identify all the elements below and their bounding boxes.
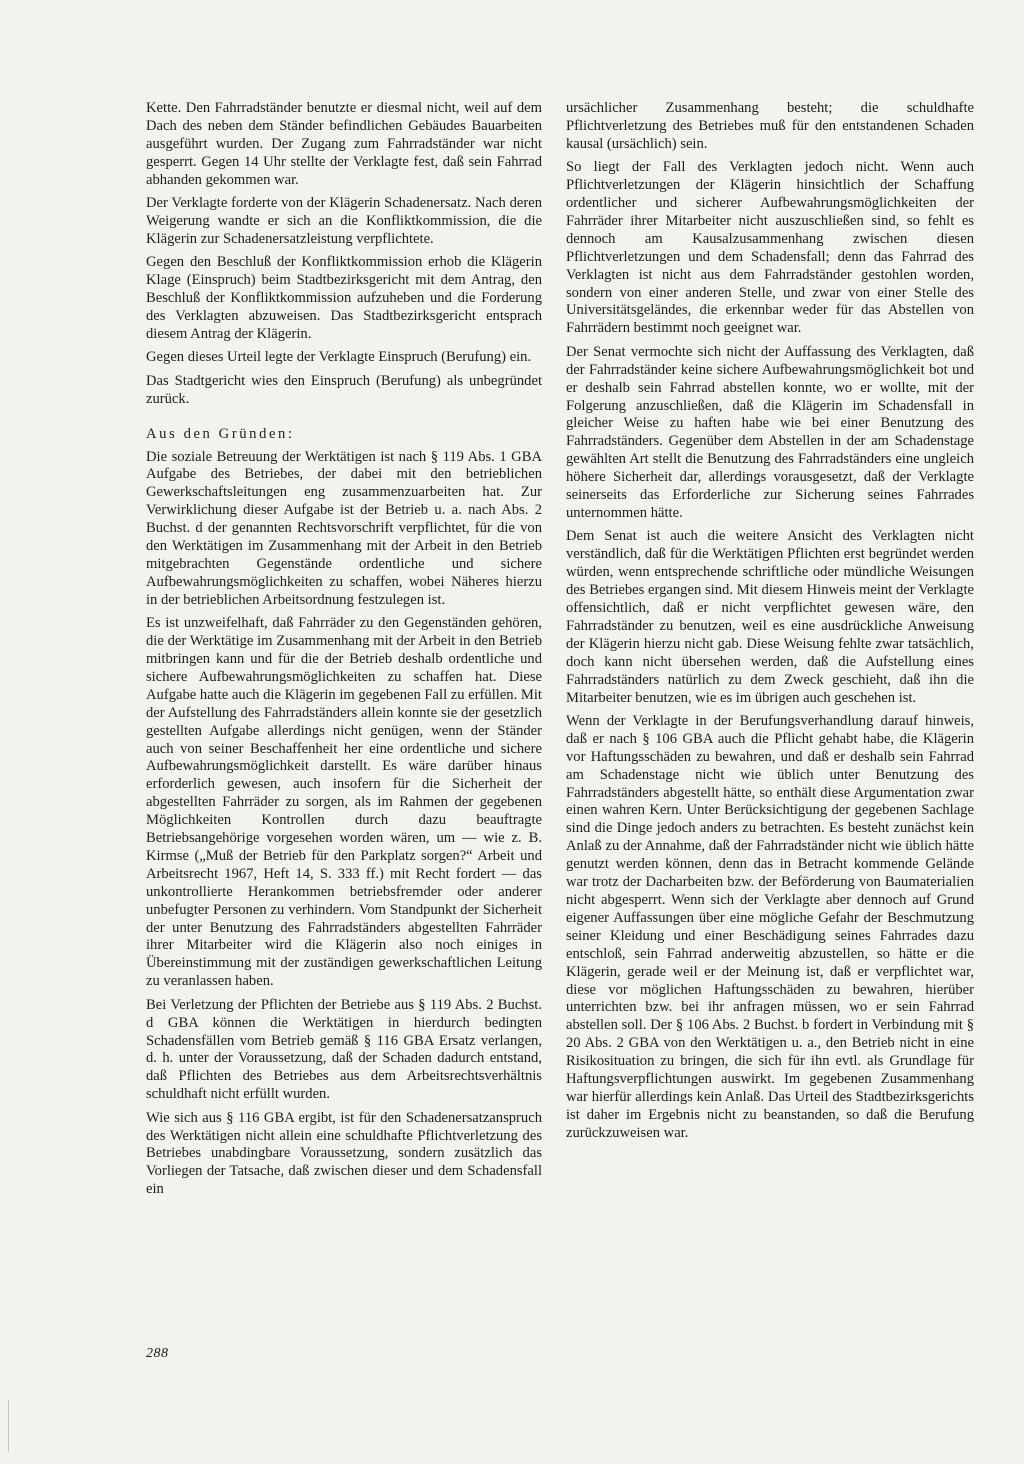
- left-column: [146, 100, 542, 1205]
- paragraph: Bei Verletzung der Pflichten der Betriebe aus § 119 Abs. 2 Buchst. d GBA können die Werktätigen in hierdurch bedingten Schadensfällen vom Betrieb gemäß § 116 GBA Ersatz verlangen, d. h. unter der Voraussetzung, daß der Schaden dadurch entstand, daß Pflichten des Betriebes aus dem Arbeitsrechtsverhältnis schuldhaft nicht erfüllt wurden.: [146, 996, 542, 1103]
- paragraph: Kette. Den Fahrradständer benutzte er diesmal nicht, weil auf dem Dach des neben dem Ständer befindlichen Gebäudes Bauarbeiten ausgeführt wurden. Der Zugang zum Fahrradständer war nicht gesperrt. Gegen 14 Uhr stellte der Verklagte fest, daß sein Fahrrad abhanden gekommen war.: [146, 100, 542, 188]
- paragraph: So liegt der Fall des Verklagten jedoch nicht. Wenn auch Pflichtverletzungen der Klägerin hinsichtlich der Schaffung ordentlicher und sicherer Aufbewahrungsmöglichkeiten der Fahrräder ihrer Mitarbeiter nicht auszuschließen sind, so fehlt es dennoch am Kausalzusammenhang zwischen diesen Pflichtverletzungen und dem Schadensfall; denn das Fahrrad des Verklagten ist nicht aus dem Fahrradständer gestohlen worden, sondern von einer anderen Stelle, und zwar von einer Stelle des Universitätsgeländes, die erkennbar weder für das Abstellen von Fahrrädern bestimmt noch geeignet war.: [566, 159, 974, 337]
- paragraph: Der Verklagte forderte von der Klägerin Schadenersatz. Nach deren Weigerung wandte er sich an die Konfliktkommission, die die Klägerin zur Schadenersatzleistung verpflichtete.: [146, 195, 542, 247]
- page-number: 288: [146, 1346, 169, 1361]
- paragraph: Es ist unzweifelhaft, daß Fahrräder zu den Gegenständen gehören, die der Werktätige im Zusammenhang mit der Arbeit in den Betrieb mitbringen kann und für die der Betrieb deshalb ordentliche und sichere Aufbewahrungsmöglichkeiten zu schaffen hat. Diese Aufgabe hatte auch die Klägerin im gegebenen Fall zu erfüllen. Mit der Aufstellung des Fahrradständers allein konnte sie der gesetzlich gestellten Aufgabe allerdings nicht genügen, wenn der Ständer auch von seiner Beschaffenheit her eine ordentliche und sichere Aufbewahrungsmöglichkeit darstellt. Es wäre darüber hinaus erforderlich gewesen, auch insofern für die Sicherheit der abgestellten Fahrräder zu sorgen, als im Rahmen der gegebenen Möglichkeiten Kontrollen durch dazu beauftragte Betriebsangehörige vorgesehen worden wären, um — wie z. B. Kirmse („Muß der Betrieb für den Parkplatz sorgen?“ Arbeit und Arbeitsrecht 1967, Heft 14, S. 333 ff.) mit Recht fordert — das unkontrollierte Herankommen betriebsfremder oder anderer unbefugter Personen zu verhindern. Vom Standpunkt der Sicherheit der unter Benutzung des Fahrradständers abgestellten Fahrräder ihrer Mitarbeiter wird die Klägerin also noch einiges in Übereinstimmung mit der zuständigen gewerkschaftlichen Leitung zu veranlassen haben.: [146, 615, 542, 990]
- paragraph: Wie sich aus § 116 GBA ergibt, ist für den Schadenersatzanspruch des Werktätigen nicht allein eine schuldhafte Pflichtverletzung des Betriebes unabdingbare Voraussetzung, sondern zusätzlich das Vorliegen der Tatsache, daß zwischen dieser und dem Schadensfall ein: [146, 1109, 542, 1198]
- paragraph: Das Stadtgericht wies den Einspruch (Berufung) als unbegründet zurück.: [146, 372, 542, 407]
- section-heading: Aus den Gründen:: [146, 425, 295, 442]
- paragraph: Der Senat vermochte sich nicht der Auffassung des Verklagten, daß der Fahrradständer keine sichere Aufbewahrungsmöglichkeit bot und er deshalb sein Fahrrad abstellen konnte, wo er wollte, mit der Folgerung anzuschließen, daß die Klägerin im Schadensfall in gleicher Weise zu haften habe wie bei einer Benutzung des Fahrradständers. Gegenüber dem Abstellen in der am Schadenstage gewählten Art stellt die Benutzung des Fahrradständers eine ungleich höhere Sicherheit dar, allerdings vorausgesetzt, daß der Verklagte seinerseits das Erforderliche zur Sicherung seines Fahrrades unternommen hätte.: [566, 343, 974, 521]
- paragraph: Dem Senat ist auch die weitere Ansicht des Verklagten nicht verständlich, daß für die Werktätigen Pflichten erst begründet werden würden, wenn entsprechende schriftliche oder mündliche Weisungen des Betriebes ergangen sind. Mit diesem Hinweis meint der Verklagte offensichtlich, daß er nicht verpflichtet gewesen wäre, den Fahrradständer zu benutzen, weil es eine ausdrückliche Anweisung der Klägerin hierzu nicht gab. Diese Weisung fehlte zwar tatsächlich, doch kann nicht übersehen werden, daß die Aufstellung eines Fahrradständers natürlich zu dem Zweck geschieht, daß ihn die Mitarbeiter benutzen, wie es im übrigen auch geschehen ist.: [566, 528, 974, 706]
- paragraph: Gegen den Beschluß der Konfliktkommission erhob die Klägerin Klage (Einspruch) beim Stadtbezirksgericht mit dem Antrag, den Beschluß der Konfliktkommission aufzuheben und die Forderung des Verklagten abzuweisen. Das Stadtbezirksgericht entsprach diesem Antrag der Klägerin.: [146, 254, 542, 342]
- paragraph: Wenn der Verklagte in der Berufungsverhandlung darauf hinweis, daß er nach § 106 GBA auch die Pflicht gehabt habe, die Klägerin vor Haftungsschäden zu bewahren, und daß er deshalb sein Fahrrad am Schadenstage nicht wie üblich unter Benutzung des Fahrradständers abgestellt hätte, so enthält diese Argumentation zwar einen wahren Kern. Unter Berücksichtigung der gegebenen Sachlage sind die Dinge jedoch anders zu betrachten. Es besteht zunächst kein Anlaß zu der Annahme, daß der Fahrradständer nicht wie üblich hätte genutzt werden können, denn das in Betracht kommende Gelände war trotz der Dacharbeiten bzw. der Beförderung von Baumaterialien nicht abgesperrt. Wenn sich der Verklagte aber dennoch auf Grund eigener Auffassungen über eine mögliche Gefahr der Beschmutzung seiner Kleidung und einer Beschädigung seines Fahrrades dazu entschloß, sein Fahrrad anderweitig abzustellen, so hätte er die Klägerin, gerade weil er der Meinung ist, daß er verpflichtet war, diese vor möglichen Haftungsschäden zu bewahren, hierüber unterrichten bzw. bei ihr anfragen müssen, wo er sein Fahrrad abstellen soll. Der § 106 Abs. 2 Buchst. b fordert in Verbindung mit § 20 Abs. 2 GBA von den Werktätigen u. a., den Betrieb nicht in eine Risikosituation zu bringen, die sich für ihn evtl. als Grundlage für Haftungsverpflichtungen auswirkt. Im gegebenen Zusammenhang war hierfür allerdings kein Anlaß. Das Urteil des Stadtbezirksgerichts ist daher im Ergebnis nicht zu beanstanden, so daß die Berufung zurückzuweisen war.: [566, 712, 974, 1141]
- right-column: [566, 100, 974, 1148]
- paragraph: Gegen dieses Urteil legte der Verklagte Einspruch (Berufung) ein.: [146, 349, 532, 366]
- paragraph: Die soziale Betreuung der Werktätigen ist nach § 119 Abs. 1 GBA Aufgabe des Betriebes, der dabei mit den betrieblichen Gewerkschaftsleitungen eng zusammenzuarbeiten hat. Zur Verwirklichung dieser Aufgabe ist der Betrieb u. a. nach Abs. 2 Buchst. d der genannten Rechtsvorschrift verpflichtet, für die von den Werktätigen im Zusammenhang mit der Arbeit in den Betrieb mitgebrachten Gegenstände ordentliche und sichere Aufbewahrungsmöglichkeiten zu schaffen, wobei Näheres hierzu in der betrieblichen Arbeitsordnung festzulegen ist.: [146, 448, 542, 608]
- scan-edge-mark: [8, 1400, 21, 1452]
- paragraph: ursächlicher Zusammenhang besteht; die schuldhafte Pflichtverletzung des Betriebes muß für den entstandenen Schaden kausal (ursächlich) sein.: [566, 100, 974, 152]
